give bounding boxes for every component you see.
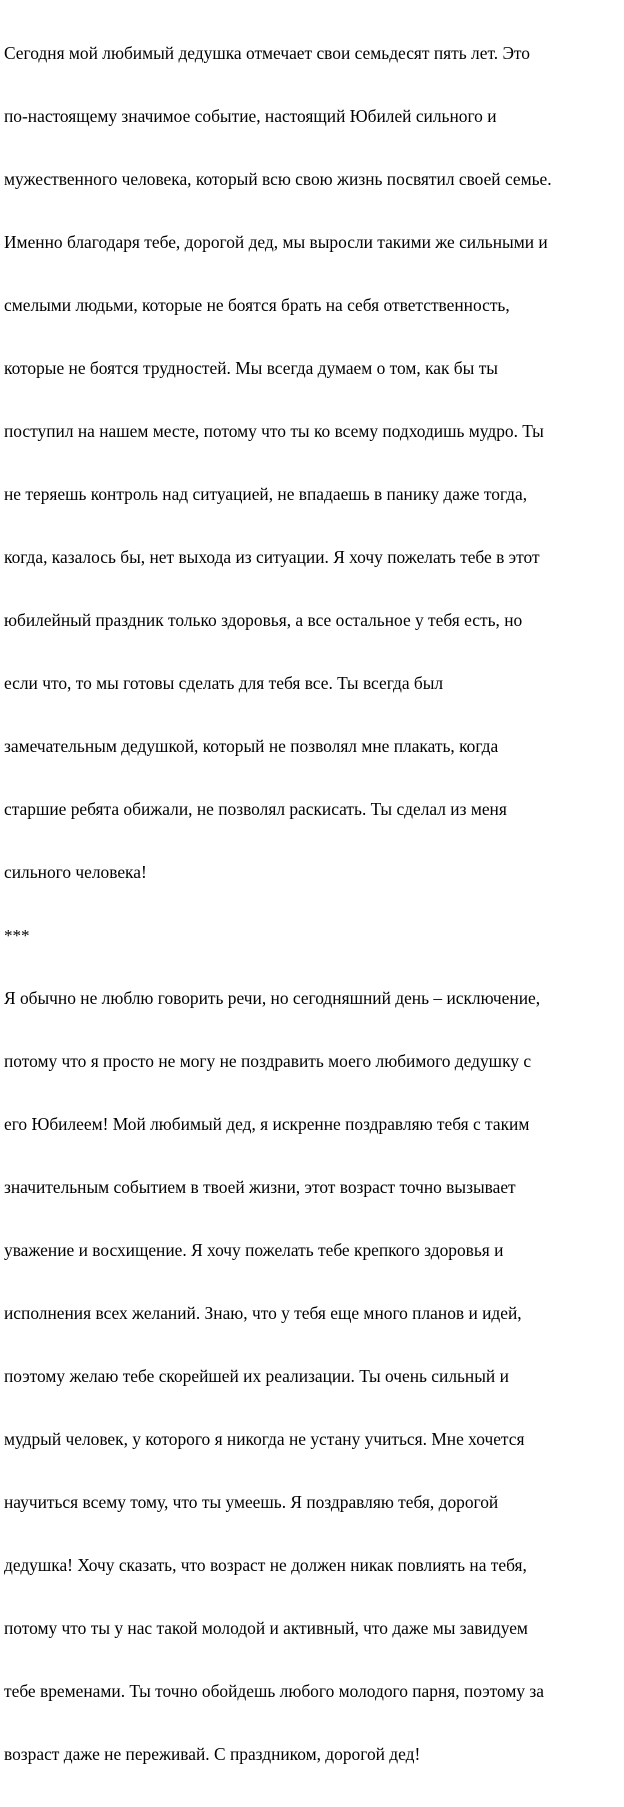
text-line: его Юбилеем! Мой любимый дед, я искренне поздравляю тебя с таким xyxy=(4,1114,530,1134)
text-line: Сегодня мой любимый дедушка отмечает свои семьдесят пять лет. Это xyxy=(4,43,530,63)
section-separator: *** xyxy=(4,926,30,945)
text-line: когда, казалось бы, нет выхода из ситуации. Я хочу пожелать тебе в этот xyxy=(4,547,540,567)
text-line: значительным событием в твоей жизни, этот возраст точно вызывает xyxy=(4,1177,516,1197)
text-line: исполнения всех желаний. Знаю, что у тебя еще много планов и идей, xyxy=(4,1303,522,1323)
paragraph-2 xyxy=(4,946,620,1807)
text-line: уважение и восхищение. Я хочу пожелать тебе крепкого здоровья и xyxy=(4,1240,504,1260)
text-line: поэтому желаю тебе скорейшей их реализации. Ты очень сильный и xyxy=(4,1366,509,1386)
text-line: Я обычно не люблю говорить речи, но сегодняшний день – исключение, xyxy=(4,988,541,1008)
text-line: возраст даже не переживай. С праздником, дорогой дед! xyxy=(4,1744,421,1764)
paragraph-1 xyxy=(4,0,620,925)
text-line: потому что ты у нас такой молодой и активный, что даже мы завидуем xyxy=(4,1618,528,1638)
text-line: если что, то мы готовы сделать для тебя все. Ты всегда был xyxy=(4,673,444,693)
text-line: Именно благодаря тебе, дорогой дед, мы выросли такими же сильными и xyxy=(4,232,548,252)
text-line: мудрый человек, у которого я никогда не устану учиться. Мне хочется xyxy=(4,1429,525,1449)
text-line: тебе временами. Ты точно обойдешь любого молодого парня, поэтому за xyxy=(4,1681,545,1701)
text-line: которые не боятся трудностей. Мы всегда думаем о том, как бы ты xyxy=(4,358,498,378)
text-line: сильного человека! xyxy=(4,862,147,882)
text-line: по-настоящему значимое событие, настоящий Юбилей сильного и xyxy=(4,106,497,126)
text-line: мужественного человека, который всю свою жизнь посвятил своей семье. xyxy=(4,169,552,189)
text-line: потому что я просто не могу не поздравить моего любимого дедушку с xyxy=(4,1051,532,1071)
text-line: замечательным дедушкой, который не позволял мне плакать, когда xyxy=(4,736,499,756)
text-line: поступил на нашем месте, потому что ты ко всему подходишь мудро. Ты xyxy=(4,421,544,441)
text-line: не теряешь контроль над ситуацией, не впадаешь в панику даже тогда, xyxy=(4,484,528,504)
text-line: научиться всему тому, что ты умеешь. Я поздравляю тебя, дорогой xyxy=(4,1492,499,1512)
text-line: юбилейный праздник только здоровья, а все остальное у тебя есть, но xyxy=(4,610,523,630)
text-line: дедушка! Хочу сказать, что возраст не должен никак повлиять на тебя, xyxy=(4,1555,527,1575)
text-line: старшие ребята обижали, не позволял раскисать. Ты сделал из меня xyxy=(4,799,507,819)
text-line: смелыми людьми, которые не боятся брать на себя ответственность, xyxy=(4,295,510,315)
